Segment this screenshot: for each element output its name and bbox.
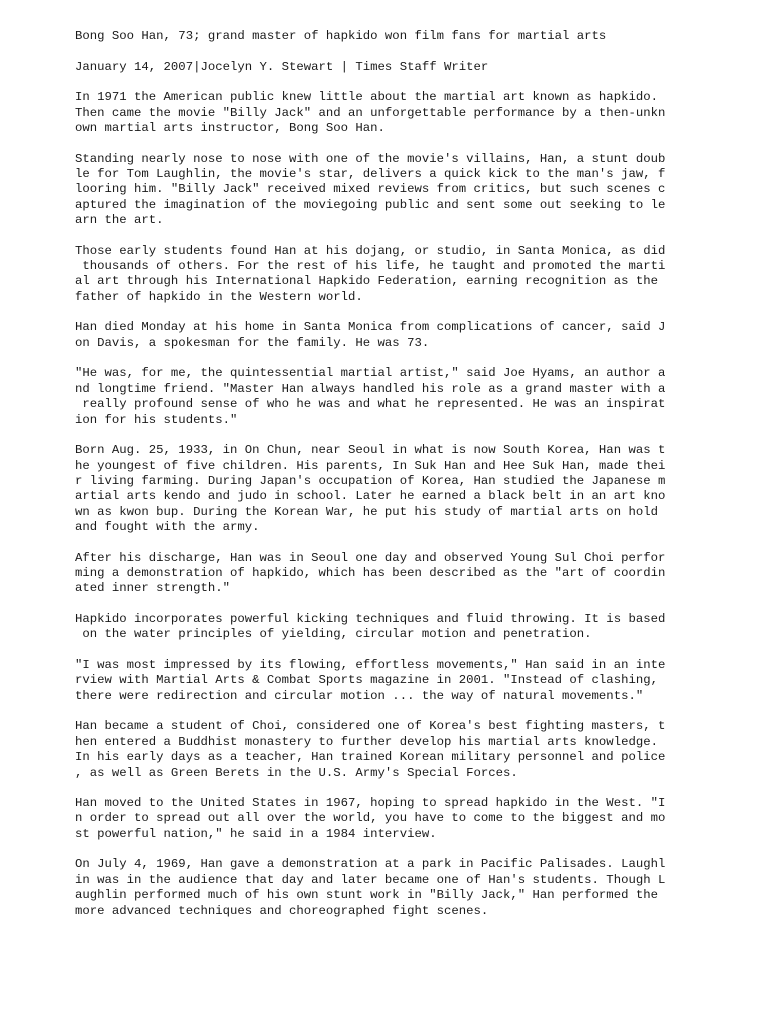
paragraph — [75, 658, 675, 704]
paragraph-line: looring him. "Billy Jack" received mixed reviews from critics, but such scenes c — [75, 182, 666, 197]
paragraph — [75, 551, 675, 597]
paragraph — [75, 320, 675, 351]
paragraph — [75, 366, 675, 428]
paragraph-line: st powerful nation," he said in a 1984 interview. — [75, 826, 437, 841]
paragraph-line: In his early days as a teacher, Han trained Korean military personnel and police — [75, 750, 666, 765]
article-body — [75, 90, 675, 919]
paragraph — [75, 90, 675, 136]
paragraph-line: ion for his students." — [75, 412, 238, 427]
paragraph — [75, 719, 675, 781]
paragraph-line: artial arts kendo and judo in school. Later he earned a black belt in an art kno — [75, 489, 666, 504]
paragraph — [75, 612, 675, 643]
paragraph-line: After his discharge, Han was in Seoul one day and observed Young Sul Choi perfor — [75, 550, 666, 565]
paragraph-line: On July 4, 1969, Han gave a demonstration at a park in Pacific Palisades. Laughl — [75, 857, 666, 872]
paragraph-line: aughlin performed much of his own stunt work in "Billy Jack," Han performed the — [75, 888, 658, 903]
paragraph-line: n order to spread out all over the world, you have to come to the biggest and mo — [75, 811, 666, 826]
paragraph-line: hen entered a Buddhist monastery to further develop his martial arts knowledge. — [75, 734, 658, 749]
paragraph-line: In 1971 the American public knew little about the martial art known as hapkido. — [75, 90, 658, 105]
paragraph-line: "I was most impressed by its flowing, effortless movements," Han said in an inte — [75, 657, 666, 672]
paragraph-line: Standing nearly nose to nose with one of the movie's villains, Han, a stunt doub — [75, 151, 666, 166]
paragraph-line: "He was, for me, the quintessential martial artist," said Joe Hyams, an author a — [75, 366, 666, 381]
paragraph — [75, 796, 675, 842]
paragraph-line: rview with Martial Arts & Combat Sports magazine in 2001. "Instead of clashing, — [75, 673, 658, 688]
paragraph-line: and fought with the army. — [75, 520, 260, 535]
paragraph — [75, 244, 675, 306]
paragraph-line: ming a demonstration of hapkido, which has been described as the "art of coordin — [75, 566, 666, 581]
paragraph-line: ated inner strength." — [75, 581, 230, 596]
paragraph-line: he youngest of five children. His parents, In Suk Han and Hee Suk Han, made thei — [75, 458, 666, 473]
byline-text: January 14, 2007|Jocelyn Y. Stewart | Times Staff Writer — [75, 59, 489, 74]
paragraph-line: aptured the imagination of the moviegoing public and sent some out seeking to le — [75, 197, 666, 212]
paragraph-line: le for Tom Laughlin, the movie's star, delivers a quick kick to the man's jaw, f — [75, 166, 666, 181]
paragraph-line: arn the art. — [75, 213, 164, 228]
paragraph-line: on Davis, a spokesman for the family. He was 73. — [75, 335, 430, 350]
paragraph-line: more advanced techniques and choreographed fight scenes. — [75, 903, 489, 918]
paragraph-line: thousands of others. For the rest of his life, he taught and promoted the marti — [75, 259, 666, 274]
headline — [75, 29, 675, 44]
paragraph-line: own martial arts instructor, Bong Soo Han. — [75, 120, 385, 135]
paragraph-line: Then came the movie "Billy Jack" and an unforgettable performance by a then-unkn — [75, 105, 666, 120]
paragraph-line: father of hapkido in the Western world. — [75, 289, 363, 304]
paragraph-line: on the water principles of yielding, circular motion and penetration. — [75, 627, 592, 642]
paragraph — [75, 857, 675, 919]
paragraph-line: Han died Monday at his home in Santa Monica from complications of cancer, said J — [75, 320, 666, 335]
paragraph-line: nd longtime friend. "Master Han always handled his role as a grand master with a — [75, 381, 666, 396]
paragraph-line: Han became a student of Choi, considered one of Korea's best fighting masters, t — [75, 719, 666, 734]
paragraph-line: al art through his International Hapkido Federation, earning recognition as the — [75, 274, 658, 289]
paragraph-line: Han moved to the United States in 1967, hoping to spread hapkido in the West. "I — [75, 796, 666, 811]
paragraph-line: in was in the audience that day and later became one of Han's students. Though L — [75, 872, 666, 887]
paragraph-line: wn as kwon bup. During the Korean War, he put his study of martial arts on hold — [75, 504, 658, 519]
paragraph-line: Born Aug. 25, 1933, in On Chun, near Seoul in what is now South Korea, Han was t — [75, 443, 666, 458]
paragraph — [75, 443, 675, 535]
paragraph-line: there were redirection and circular motion ... the way of natural movements." — [75, 688, 644, 703]
paragraph — [75, 152, 675, 229]
article — [75, 29, 675, 934]
headline-text: Bong Soo Han, 73; grand master of hapkido won film fans for martial arts — [75, 29, 607, 43]
paragraph-line: really profound sense of who he was and what he represented. He was an inspirat — [75, 397, 666, 412]
paragraph-line: , as well as Green Berets in the U.S. Army's Special Forces. — [75, 765, 518, 780]
paragraph-line: r living farming. During Japan's occupation of Korea, Han studied the Japanese m — [75, 473, 666, 488]
paragraph-line: Hapkido incorporates powerful kicking techniques and fluid throwing. It is based — [75, 612, 666, 627]
paragraph-line: Those early students found Han at his dojang, or studio, in Santa Monica, as did — [75, 243, 666, 258]
byline — [75, 60, 675, 75]
